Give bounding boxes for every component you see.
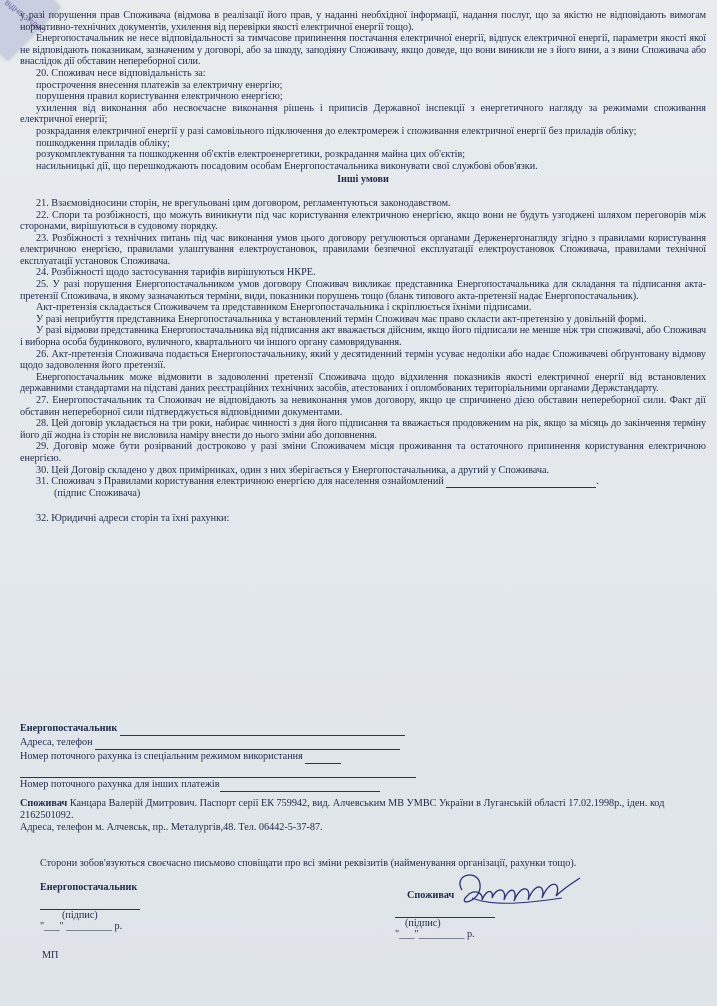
supplier-signature-block — [40, 882, 190, 932]
consumer-details: Канцара Валерій Дмитрович. Паспорт серії ЕК 759942, вид. Алчевським МВ УМВС України в Луганській області 17.02.1998р., іден. код 2162501092. — [20, 798, 665, 821]
consumer-sign-title: Споживач — [407, 890, 455, 901]
stamp-place: МП — [42, 950, 59, 961]
special-account-label: Номер поточного рахунка із спеціальним режимом використання — [20, 751, 303, 762]
paragraph-20: 20. Споживач несе відповідальність за: — [36, 67, 206, 79]
paragraph-25: 25. У разі порушення Енергопостачальником умов договору Споживач викликає представника Енергопостачальника для складання та підписання акта-претензії Споживача, в якому зазначаються терміни, види, показники порушень тощо (бланк типового акта-претензії надає Енергопостачальник). — [20, 279, 706, 302]
consumer-label: Споживач — [20, 798, 68, 809]
signature-hint: (підпис Споживача) — [54, 487, 141, 499]
paragraph-21: 21. Взаємовідносини сторін, не врегульовані цим договором, регламентуються законодавством. — [36, 197, 451, 209]
paragraph-24: 24. Розбіжності щодо застосування тарифів вирішуються НКРЕ. — [36, 267, 316, 279]
supplier-requisites — [20, 722, 706, 792]
consumer-address: Адреса, телефон м. Алчевськ, пр.. Металургів,48. Тел. 06442-5-37-87. — [20, 822, 323, 833]
corner-stamp-text: ВІДНО ЗГІДНО — [3, 0, 46, 36]
supplier-address-label: Адреса, телефон — [20, 737, 93, 748]
paragraph-25-act: Акт-претензія складається Споживачем та представником Енергопостачальника і скріплюється їхніми підписами. — [36, 302, 532, 314]
paragraph-27: 27. Енергопостачальник та Споживач не відповідають за невиконання умов договору, якщо це спричинено дією обставин непереборної сили. Факт дії обставин непереборної сили підтверджується відповідними документами. — [20, 395, 706, 418]
liability-item: насильницькі дії, що перешкоджають посадовим особам Енергопостачальника виконувати свої службові обов'язки. — [36, 160, 538, 172]
supplier-sign-title: Енергопостачальник — [40, 882, 138, 893]
section-heading: Інші умови — [337, 174, 389, 186]
paragraph-32: 32. Юридичні адреси сторін та їхні рахунки: — [36, 513, 230, 525]
other-account-label: Номер поточного рахунка для інших платежів — [20, 779, 220, 790]
paragraph-supplier-liability: Енергопостачальник не несе відповідальності за тимчасове припинення постачання електричної енергії, відпуск електричної енергії, параметри якості якої не відповідають показникам, зазначеним у договорі, або за шкоду, заподіяну Споживачу, якщо доведе, що вони виникли не з його вини, а з вини Споживача або внаслідок дії обставин непереборної сили. — [20, 33, 706, 68]
paragraph-19-end: у разі порушення прав Споживача (відмова в реалізації його прав, у наданні необхідної інформації, надання послуг, що за якістю не відповідають вимогам нормативно-технічних документів, ухилення від перевірки якості електричної енергії тощо). — [20, 10, 706, 33]
liability-item: ухилення від виконання або несвоєчасне виконання рішень і приписів Державної інспекції з енергетичного нагляду за режимами споживання електричної енергії; — [20, 102, 706, 126]
contract-body — [20, 10, 706, 525]
paragraph-28: 28. Цей договір укладається на три роки, набирає чинності з дня його підписання та вважається продовженим на рік, якщо за місяць до закінчення терміну його дії жодна із сторін не висловила наміру внести до нього зміни або доповнення. — [20, 418, 706, 441]
consumer-sign-date: "___"_________ р. — [395, 929, 475, 940]
paragraph-25-refusal: У разі відмови представника Енергопостачальника від підписання акт вважається дійсним, якщо його підписали не менше ніж три споживачі, або Споживач і виборна особа будинкового, вуличного, квартального чи іншого органу самоврядування. — [20, 325, 706, 349]
supplier-sign-date: "___" _________ р. — [40, 921, 123, 932]
consumer-requisites — [20, 798, 706, 834]
liability-item: прострочення внесення платежів за електричну енергію; — [36, 79, 283, 91]
supplier-sign-caption: (підпис) — [62, 910, 98, 921]
liability-item: розкрадання електричної енергії у разі самовільного підключення до електромереж і споживання електричної енергії без приладів обліку; — [36, 125, 637, 137]
liability-item: пошкодження приладів обліку; — [36, 137, 170, 149]
paragraph-26: 26. Акт-претензія Споживача подається Енергопостачальнику, який у десятиденний термін усуває недоліки або надає Споживачеві обґрунтовану відмову щодо задоволення його претензії. — [20, 348, 706, 372]
consumer-signature-line[interactable] — [446, 487, 596, 488]
paragraph-29: 29. Договір може бути розірваний достроково у разі зміни Споживачем місця проживання та остаточного припинення користування електричною енергією. — [20, 441, 706, 464]
paragraph-25-nonarrival: У разі неприбуття представника Енергопостачальника у встановлений термін Споживач має право скласти акт-претензію у довільній формі. — [36, 313, 647, 325]
paragraph-31: 31. Споживач з Правилами користування електричною енергією для населення ознайомлений . — [36, 476, 599, 488]
paragraph-31-text: 31. Споживач з Правилами користування електричною енергією для населення ознайомлений — [36, 476, 444, 488]
consumer-sign-caption: (підпис) — [405, 918, 441, 929]
paragraph-30: 30. Цей Договір складено у двох примірниках, один з них зберігається у Енергопостачальника, а другий у Споживача. — [36, 464, 550, 476]
liability-item: розукомплектування та пошкодження об'єктів електроенергетики, розкрадання майна цих об'єктів; — [36, 149, 466, 161]
requisites-notice: Сторони зобов'язуються своєчасно письмово сповіщати про всі зміни реквізитів (найменування організації, рахунки тощо). — [40, 858, 577, 869]
other-account-field[interactable] — [220, 791, 380, 792]
paragraph-22: 22. Спори та розбіжності, що можуть виникнути під час користування електричною енергією, якщо вони не будуть узгоджені шляхом переговорів між сторонами, вирішуються в судовому порядку. — [20, 209, 706, 233]
liability-item: порушення правил користування електричною енергією; — [36, 91, 283, 103]
paragraph-26-refusal: Енергопостачальник може відмовити в задоволенні претензії Споживача щодо відхилення показників якості електричної енергії від встановлених державними стандартами на підставі даних реєстраційних технічних засобів, атестованих і опломбованих територіальними органами Держстандарту. — [20, 371, 706, 395]
handwritten-signature — [452, 868, 587, 918]
paragraph-23: 23. Розбіжності з технічних питань під час виконання умов цього договору регулюються органами Держенергонагляду згідно з правилами користування електричною енергією, правилами улаштування електроустановок, правилами безпечної експлуатації електроустановок Споживача, правилами технічної експлуатації установок Споживача. — [20, 232, 706, 267]
supplier-label: Енергопостачальник — [20, 723, 118, 734]
